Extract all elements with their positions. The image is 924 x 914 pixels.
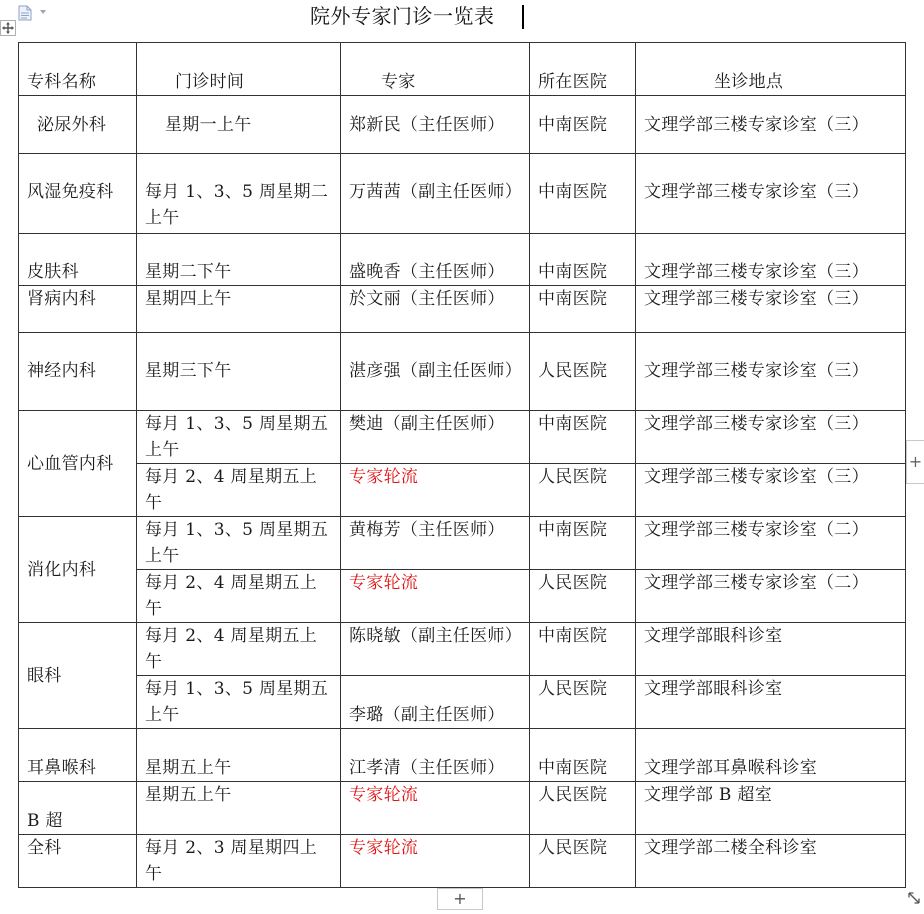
table-row xyxy=(19,570,906,623)
hospital-cell: 中南医院 xyxy=(530,517,636,570)
table-row xyxy=(19,835,906,888)
expert-cell: 专家轮流 xyxy=(341,782,530,835)
time-cell: 每月 1、3、5 周星期五上午 xyxy=(137,517,341,570)
location-cell: 文理学部三楼专家诊室（三） xyxy=(636,154,906,234)
time-cell: 星期五上午 xyxy=(137,782,341,835)
hospital-cell: 人民医院 xyxy=(530,676,636,729)
dept-cell: B 超 xyxy=(19,782,137,835)
location-cell: 文理学部三楼专家诊室（三） xyxy=(636,234,906,286)
location-cell: 文理学部二楼全科诊室 xyxy=(636,835,906,888)
time-cell: 每月 2、4 周星期五上午 xyxy=(137,464,341,517)
hospital-cell: 人民医院 xyxy=(530,464,636,517)
expert-cell: 专家轮流 xyxy=(341,464,530,517)
table-row xyxy=(19,411,906,464)
add-row-button[interactable]: + xyxy=(437,888,483,910)
dept-cell: 风湿免疫科 xyxy=(19,154,137,234)
dept-cell: 泌尿外科 xyxy=(19,96,137,154)
add-column-button[interactable]: + xyxy=(906,440,924,484)
table-row xyxy=(19,96,906,154)
location-cell: 文理学部三楼专家诊室（三） xyxy=(636,96,906,154)
expert-cell: 盛晚香（主任医师） xyxy=(341,234,530,286)
header-cell: 门诊时间 xyxy=(137,43,341,96)
page-title: 院外专家门诊一览表 xyxy=(310,4,495,28)
move-handle-icon[interactable] xyxy=(0,20,16,36)
header-cell: 专家 xyxy=(341,43,530,96)
hospital-cell: 中南医院 xyxy=(530,234,636,286)
document-icon[interactable] xyxy=(18,5,32,21)
clinic-schedule-table xyxy=(18,42,906,888)
expert-cell: 於文丽（主任医师） xyxy=(341,286,530,333)
resize-handle-icon[interactable] xyxy=(906,890,922,906)
expert-cell: 江孝清（主任医师） xyxy=(341,729,530,782)
dept-cell: 肾病内科 xyxy=(19,286,137,333)
chevron-down-icon[interactable] xyxy=(40,10,46,14)
expert-cell: 湛彦强（副主任医师） xyxy=(341,333,530,411)
expert-cell: 郑新民（主任医师） xyxy=(341,96,530,154)
hospital-cell: 中南医院 xyxy=(530,623,636,676)
table-row xyxy=(19,729,906,782)
table-header-row xyxy=(19,43,906,96)
hospital-cell: 中南医院 xyxy=(530,96,636,154)
time-cell: 星期三下午 xyxy=(137,333,341,411)
time-cell: 每月 2、3 周星期四上午 xyxy=(137,835,341,888)
location-cell: 文理学部耳鼻喉科诊室 xyxy=(636,729,906,782)
table-row xyxy=(19,154,906,234)
expert-cell: 黄梅芳（主任医师） xyxy=(341,517,530,570)
dept-cell: 全科 xyxy=(19,835,137,888)
table-row xyxy=(19,286,906,333)
hospital-cell: 中南医院 xyxy=(530,729,636,782)
time-cell: 星期五上午 xyxy=(137,729,341,782)
dept-cell: 耳鼻喉科 xyxy=(19,729,137,782)
expert-cell: 专家轮流 xyxy=(341,570,530,623)
location-cell: 文理学部三楼专家诊室（三） xyxy=(636,333,906,411)
time-cell: 星期一上午 xyxy=(137,96,341,154)
table-row xyxy=(19,676,906,729)
table-row xyxy=(19,623,906,676)
dept-cell: 神经内科 xyxy=(19,333,137,411)
dept-cell: 消化内科 xyxy=(19,517,137,623)
expert-cell: 陈晓敏（副主任医师） xyxy=(341,623,530,676)
table-row xyxy=(19,782,906,835)
time-cell: 星期二下午 xyxy=(137,234,341,286)
expert-cell: 万茜茜（副主任医师） xyxy=(341,154,530,234)
hospital-cell: 中南医院 xyxy=(530,154,636,234)
dept-cell: 皮肤科 xyxy=(19,234,137,286)
time-cell: 每月 1、3、5 周星期五上午 xyxy=(137,411,341,464)
time-cell: 每月 2、4 周星期五上午 xyxy=(137,623,341,676)
location-cell: 文理学部三楼专家诊室（三） xyxy=(636,464,906,517)
time-cell: 每月 1、3、5 周星期五上午 xyxy=(137,676,341,729)
expert-cell: 李璐（副主任医师） xyxy=(341,676,530,729)
hospital-cell: 中南医院 xyxy=(530,286,636,333)
header-cell: 专科名称 xyxy=(19,43,137,96)
location-cell: 文理学部 B 超室 xyxy=(636,782,906,835)
hospital-cell: 人民医院 xyxy=(530,570,636,623)
header-cell: 所在医院 xyxy=(530,43,636,96)
location-cell: 文理学部三楼专家诊室（二） xyxy=(636,570,906,623)
hospital-cell: 人民医院 xyxy=(530,333,636,411)
hospital-cell: 人民医院 xyxy=(530,782,636,835)
location-cell: 文理学部眼科诊室 xyxy=(636,676,906,729)
header-cell: 坐诊地点 xyxy=(636,43,906,96)
expert-cell: 樊迪（副主任医师） xyxy=(341,411,530,464)
hospital-cell: 中南医院 xyxy=(530,411,636,464)
table-row xyxy=(19,517,906,570)
table-row xyxy=(19,234,906,286)
text-cursor xyxy=(522,5,524,29)
hospital-cell: 人民医院 xyxy=(530,835,636,888)
dept-cell: 眼科 xyxy=(19,623,137,729)
location-cell: 文理学部三楼专家诊室（三） xyxy=(636,286,906,333)
time-cell: 星期四上午 xyxy=(137,286,341,333)
location-cell: 文理学部眼科诊室 xyxy=(636,623,906,676)
time-cell: 每月 1、3、5 周星期二上午 xyxy=(137,154,341,234)
expert-cell: 专家轮流 xyxy=(341,835,530,888)
table-row xyxy=(19,464,906,517)
location-cell: 文理学部三楼专家诊室（二） xyxy=(636,517,906,570)
location-cell: 文理学部三楼专家诊室（三） xyxy=(636,411,906,464)
time-cell: 每月 2、4 周星期五上午 xyxy=(137,570,341,623)
table-row xyxy=(19,333,906,411)
dept-cell: 心血管内科 xyxy=(19,411,137,517)
